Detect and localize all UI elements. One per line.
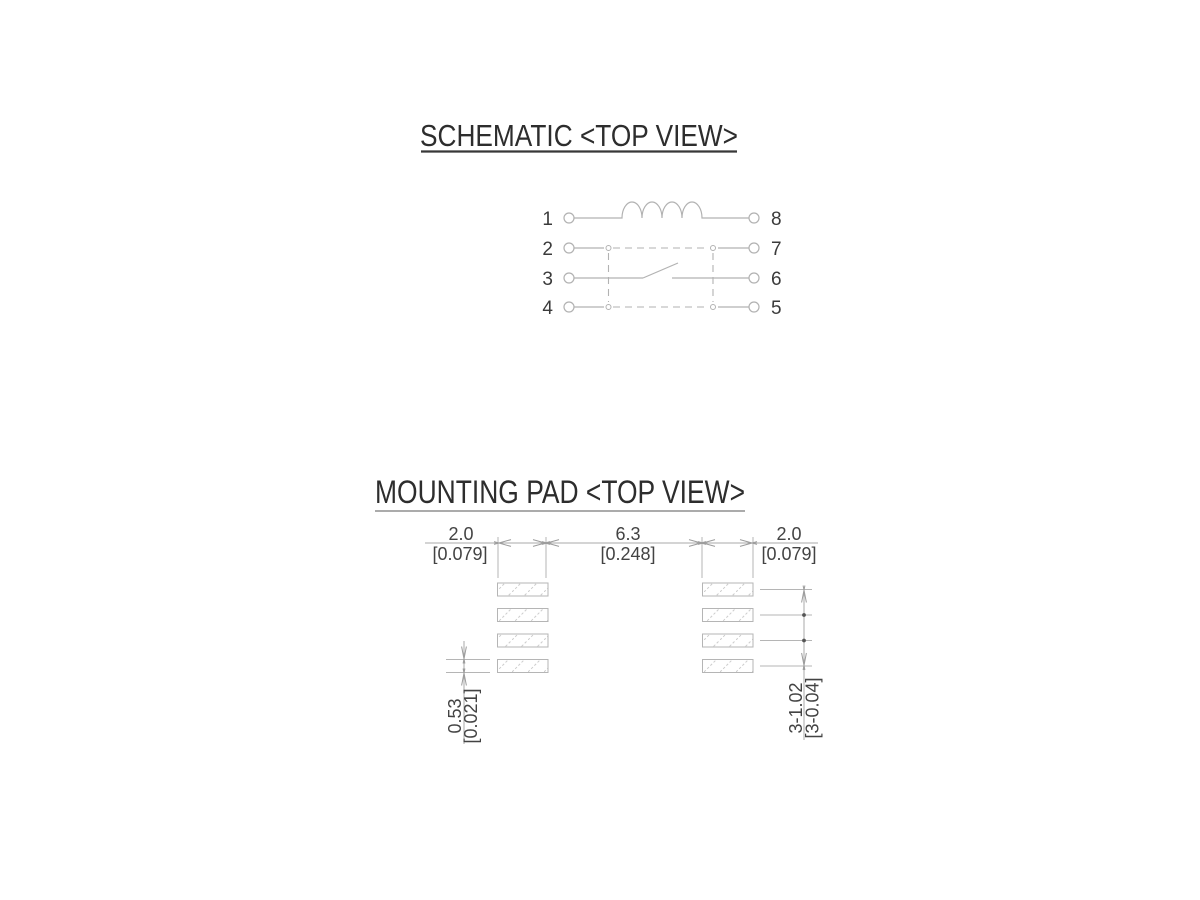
pin-label-5: 5: [771, 298, 782, 319]
dim-pad-pitch-mm: 3-1.02: [786, 682, 806, 734]
solder-pad: [703, 583, 754, 596]
pin-label-8: 8: [771, 209, 782, 230]
solder-pad: [498, 660, 549, 673]
dim-pad-height-mm: 0.53: [445, 698, 465, 734]
pad-array-left: [498, 583, 549, 673]
pin-terminal-6: [749, 273, 759, 283]
pin-label-2: 2: [542, 239, 553, 260]
pin-terminal-2: [564, 243, 574, 253]
dim-right-pad-width-mm: 2.0: [776, 524, 802, 544]
pad-pitch-dimension: [760, 586, 823, 741]
pad-array-right: [703, 583, 754, 673]
dim-pad-span-mm: 6.3: [615, 524, 641, 544]
dim-pad-span-inch: [0.248]: [600, 544, 656, 564]
dim-pad-height-inch: [0.021]: [461, 688, 481, 744]
pin-terminal-3: [564, 273, 574, 283]
solder-pad: [703, 660, 754, 673]
pin-terminal-4: [564, 302, 574, 312]
solder-pad: [703, 634, 754, 647]
node-terminal-bottom-right: [711, 305, 716, 310]
solder-pad: [703, 609, 754, 622]
horizontal-dimension-chain: [425, 524, 818, 578]
dim-right-pad-width-inch: [0.079]: [761, 544, 817, 564]
node-terminal-top-right: [711, 246, 716, 251]
pin-label-3: 3: [542, 269, 553, 290]
dim-left-pad-width-mm: 2.0: [448, 524, 474, 544]
solder-pad: [498, 583, 549, 596]
dim-pad-pitch-inch: [3-0.04]: [802, 677, 823, 739]
solder-pad: [498, 609, 549, 622]
schematic-section: [420, 118, 782, 319]
solder-pad: [498, 634, 549, 647]
mounting-pad-title: MOUNTING PAD <TOP VIEW>: [375, 474, 745, 510]
pin-terminal-7: [749, 243, 759, 253]
pitch-node-dot: [802, 613, 806, 617]
switch-contact-arm: [643, 263, 678, 278]
dim-left-pad-width-inch: [0.079]: [432, 544, 488, 564]
pin-terminal-8: [749, 213, 759, 223]
node-terminal-bottom-left: [606, 305, 611, 310]
pitch-node-dot: [802, 639, 806, 643]
schematic-drawing: [542, 202, 781, 319]
pin-label-4: 4: [542, 298, 553, 319]
pin-label-7: 7: [771, 239, 782, 260]
pin-terminal-5: [749, 302, 759, 312]
inductor-symbol: [574, 202, 749, 218]
mounting-pad-section: [375, 474, 823, 744]
pin-label-1: 1: [542, 209, 553, 230]
pin-terminal-1: [564, 213, 574, 223]
schematic-title: SCHEMATIC <TOP VIEW>: [420, 118, 738, 153]
pin-label-6: 6: [771, 269, 782, 290]
pad-height-dimension: [445, 641, 490, 744]
node-terminal-top-left: [606, 246, 611, 251]
